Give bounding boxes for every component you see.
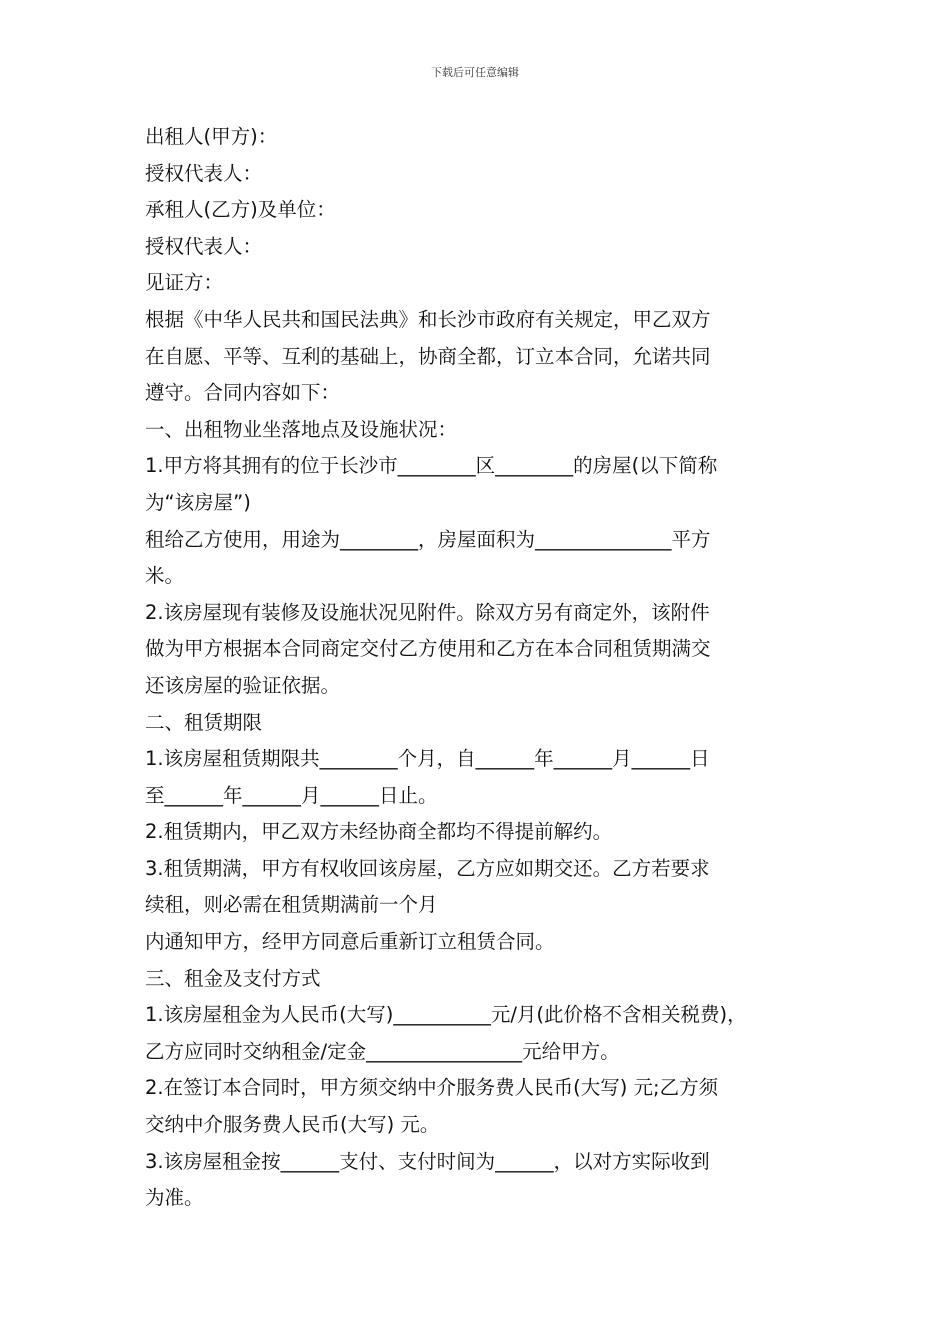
text-line: 2.在签订本合同时，甲方须交纳中介服务费人民币(大写) 元;乙方须	[145, 1076, 719, 1100]
text-line: 内通知甲方，经甲方同意后重新订立租赁合同。	[145, 930, 555, 954]
text-line: 1.该房屋租赁期限共________个月，自______年______月______日	[145, 747, 710, 771]
text-line: 2.租赁期内，甲乙双方未经协商全都均不得提前解约。	[145, 820, 613, 844]
text-line: 承租人(乙方)及单位：	[145, 198, 336, 222]
text-line: 1.该房屋租金为人民币(大写)__________元/月(此价格不含相关税费)，	[145, 1003, 747, 1027]
text-line: 乙方应同时交纳租金/定金________________元给甲方。	[145, 1039, 620, 1063]
text-line: 授权代表人：	[145, 161, 263, 185]
text-line: 2.该房屋现有装修及设施状况见附件。除双方另有商定外，该附件	[145, 600, 710, 624]
contract-body	[145, 119, 815, 1217]
text-line: 为“该房屋”)	[145, 490, 251, 514]
text-line: 交纳中介服务费人民币(大写) 元。	[145, 1113, 440, 1137]
text-line: 3.该房屋租金按______支付、支付时间为______，以对方实际收到	[145, 1149, 710, 1173]
text-line: 1.甲方将其拥有的位于长沙市________区________的房屋(以下简称	[145, 454, 718, 478]
text-line: 3.租赁期满，甲方有权收回该房屋，乙方应如期交还。乙方若要求	[145, 856, 710, 880]
text-line: 为准。	[145, 1186, 204, 1210]
text-line: 在自愿、平等、互利的基础上，协商全都，订立本合同，允诺共同	[145, 344, 711, 368]
text-line: 租给乙方使用，用途为________，房屋面积为______________平方	[145, 527, 711, 551]
section-heading: 一、出租物业坐落地点及设施状况：	[145, 417, 458, 441]
text-line: 出租人(甲方)：	[145, 125, 278, 148]
text-line: 米。	[145, 564, 185, 588]
header-note: 下载后可任意编辑	[431, 66, 519, 79]
text-line: 见证方：	[145, 271, 224, 295]
text-line: 至______年______月______日止。	[145, 783, 438, 807]
text-line: 做为甲方根据本合同商定交付乙方使用和乙方在本合同租赁期满交	[145, 637, 711, 661]
text-line: 授权代表人：	[145, 234, 263, 258]
text-line: 遵守。合同内容如下：	[145, 381, 341, 405]
text-line: 还该房屋的验证依据。	[145, 673, 341, 697]
section-heading: 二、租赁期限	[145, 710, 263, 734]
text-line: 续租，则必需在租赁期满前一个月	[145, 893, 438, 917]
text-line: 根据《中华人民共和国民法典》和长沙市政府有关规定，甲乙双方	[145, 307, 711, 331]
section-heading: 三、租金及支付方式	[145, 966, 321, 990]
